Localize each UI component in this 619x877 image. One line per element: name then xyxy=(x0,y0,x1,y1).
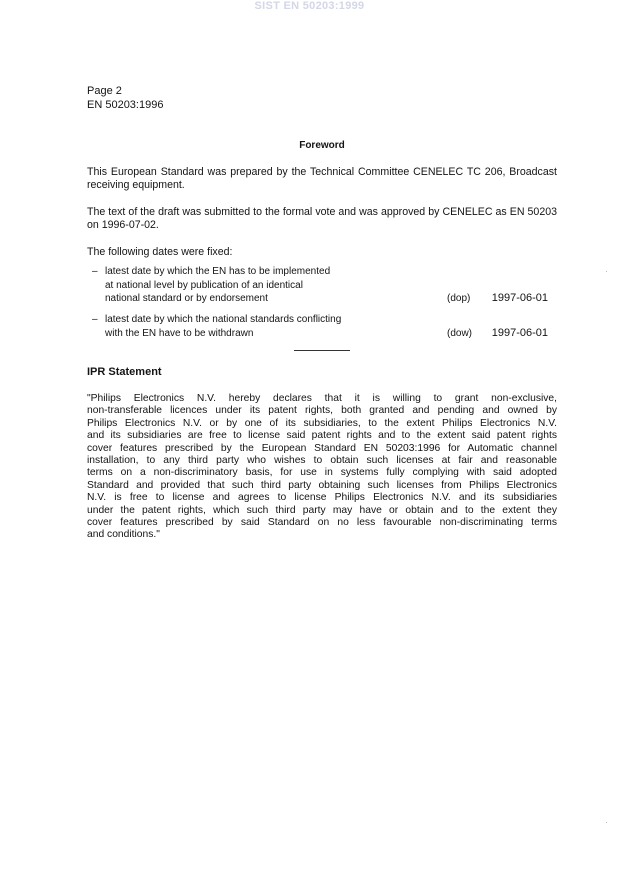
ipr-line: installation, to any third party who wishes to obtain such licenses at fair and reasonable xyxy=(87,455,557,467)
watermark: SIST EN 50203:1999 xyxy=(254,0,365,12)
ipr-line: cover features prescribed by said Standard on no less favourable non-discriminating terms xyxy=(87,517,557,529)
ipr-statement xyxy=(87,393,557,542)
ipr-line: cover features prescribed by the European Standard EN 50203:1996 for Automatic channel xyxy=(87,442,557,454)
page-number: Page 2 xyxy=(87,85,122,97)
date-value: 1997-06-01 xyxy=(491,326,548,339)
ipr-heading: IPR Statement xyxy=(87,366,162,378)
date-item-line: at national level by publication of an identical xyxy=(105,279,303,291)
dash-bullet: – xyxy=(92,314,98,325)
section-divider xyxy=(294,350,350,351)
date-item-line: latest date by which the national standards conflicting xyxy=(105,314,342,325)
ipr-line: under the patent rights, which such third party may have or obtain and to the extent they xyxy=(87,504,557,516)
scan-speck xyxy=(606,271,607,272)
foreword-paragraph-dates-intro: The following dates were fixed: xyxy=(87,246,233,258)
date-item-line: national standard or by endorsement xyxy=(105,293,268,304)
date-abbreviation: (dop) xyxy=(447,293,471,304)
dash-bullet: – xyxy=(92,266,98,277)
date-item-text xyxy=(105,265,435,306)
ipr-line: "Philips Electronics N.V. hereby declares that it is willing to grant non-exclusive, xyxy=(87,393,557,404)
foreword-paragraph-approval: The text of the draft was submitted to the formal vote and was approved by CENELEC as EN 50203 on 1996-07-02. xyxy=(87,206,557,232)
standard-number: EN 50203:1996 xyxy=(87,98,164,111)
ipr-line: Standard and provided that such third party obtaining such licenses from Philips Electronics xyxy=(87,479,557,491)
foreword-heading: Foreword xyxy=(299,140,345,151)
scan-speck xyxy=(606,822,607,823)
ipr-line: and conditions." xyxy=(87,529,160,541)
date-item-line: with the EN have to be withdrawn xyxy=(105,327,254,339)
ipr-line: terms on a non-discriminatory basis, for use in systems fully complying with said adopted xyxy=(87,467,557,479)
ipr-line: and its subsidiaries are free to license said patent rights and to the extent said patent rights xyxy=(87,430,557,442)
date-value: 1997-06-01 xyxy=(491,292,548,304)
ipr-line: Philips Electronics N.V. or by one of its subsidiaries, to the extent Philips Electronics N.V. xyxy=(87,417,557,429)
date-item-text xyxy=(105,313,435,340)
page-header xyxy=(87,85,163,112)
foreword-paragraph-committee: This European Standard was prepared by the Technical Committee CENELEC TC 206, Broadcast receiving equipment. xyxy=(87,166,557,192)
date-abbreviation: (dow) xyxy=(447,327,473,339)
ipr-line: non-transferable licences under its patent rights, both granted and pending and owned by xyxy=(87,405,557,417)
date-item-line: latest date by which the EN has to be implemented xyxy=(105,266,331,277)
ipr-line: N.V. is free to license and agrees to license Philips Electronics N.V. and its subsidiaries xyxy=(87,492,557,504)
